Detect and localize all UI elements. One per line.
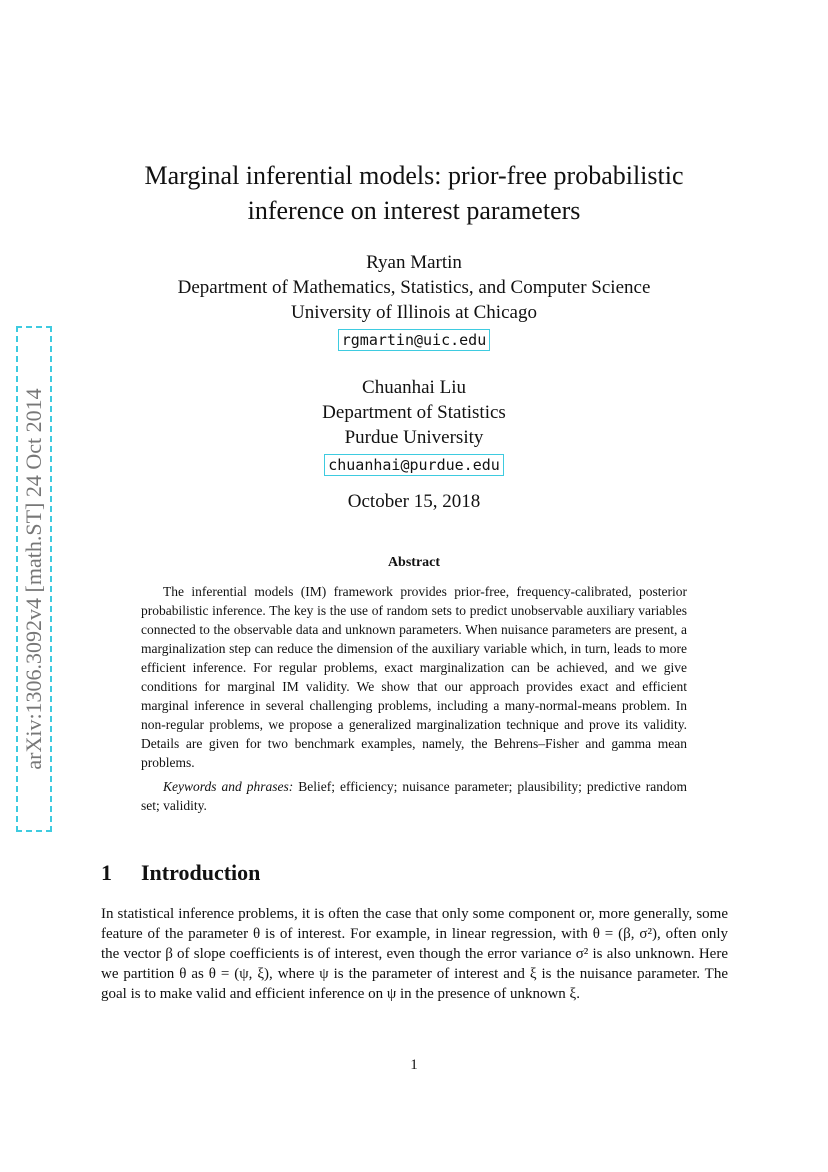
section-title: Introduction — [141, 860, 261, 885]
abstract — [141, 582, 687, 815]
author-block-1 — [0, 250, 828, 352]
author-name: Ryan Martin — [366, 252, 462, 273]
author-affiliation: Purdue University — [344, 427, 484, 448]
intro-paragraph — [101, 904, 728, 1004]
paper-date: October 15, 2018 — [347, 491, 481, 512]
author-name: Chuanhai Liu — [362, 377, 466, 398]
section-number: 1 — [101, 860, 112, 885]
section-heading — [101, 860, 260, 886]
author-affiliation: Department of Mathematics, Statistics, and Computer Science — [177, 277, 651, 298]
keywords-text: Belief; efficiency; nuisance parameter; plausibility; predictive random set; validity. — [141, 779, 688, 813]
intro-text: In statistical inference problems, it is often the case that only some component or, more generally, some feature of the parameter θ is of interest. For example, in linear regression, with θ = (β, σ²), often only the vector β of slope coefficients is of interest, even though the error variance σ² is also unknown. Here we partition θ as θ = (ψ, ξ), where ψ is the parameter of interest and ξ is the nuisance parameter. The goal is to make valid and efficient inference on ψ in the presence of unknown ξ. — [101, 906, 728, 1002]
abstract-text: The inferential models (IM) framework provides prior-free, frequency-calibrated, posterior probabilistic inference. The key is the use of random sets to predict unobservable auxiliary variables connected to the observable data and unknown parameters. When nuisance parameters are present, a marginalization step can reduce the dimension of the auxiliary variable which, in turn, leads to more efficient inference. For regular problems, exact marginalization can be achieved, and we give conditions for marginal IM validity. We show that our approach provides exact and efficient marginal inference in several challenging problems, including a many-normal-means problem. In non-regular problems, we propose a generalized marginalization technique and prove its validity. Details are given for two benchmark examples, namely, the Behrens–Fisher and gamma mean problems. — [141, 584, 687, 770]
email-link[interactable]: rgmartin@uic.edu — [338, 329, 491, 351]
title-line-1: Marginal inferential models: prior-free probabilistic — [144, 161, 684, 190]
page-number: 1 — [410, 1057, 418, 1073]
abstract-heading: Abstract — [387, 555, 441, 570]
email-link[interactable]: chuanhai@purdue.edu — [324, 454, 504, 476]
author-affiliation: Department of Statistics — [322, 402, 506, 423]
author-block-2 — [0, 375, 828, 477]
paper-title — [0, 158, 828, 228]
title-line-2: inference on interest parameters — [247, 196, 581, 225]
author-affiliation: University of Illinois at Chicago — [291, 302, 537, 323]
arxiv-stamp: arXiv:1306.3092v4 [math.ST] 24 Oct 2014 — [21, 388, 46, 770]
keywords — [141, 777, 687, 815]
keywords-label: Keywords and phrases: — [163, 779, 294, 794]
